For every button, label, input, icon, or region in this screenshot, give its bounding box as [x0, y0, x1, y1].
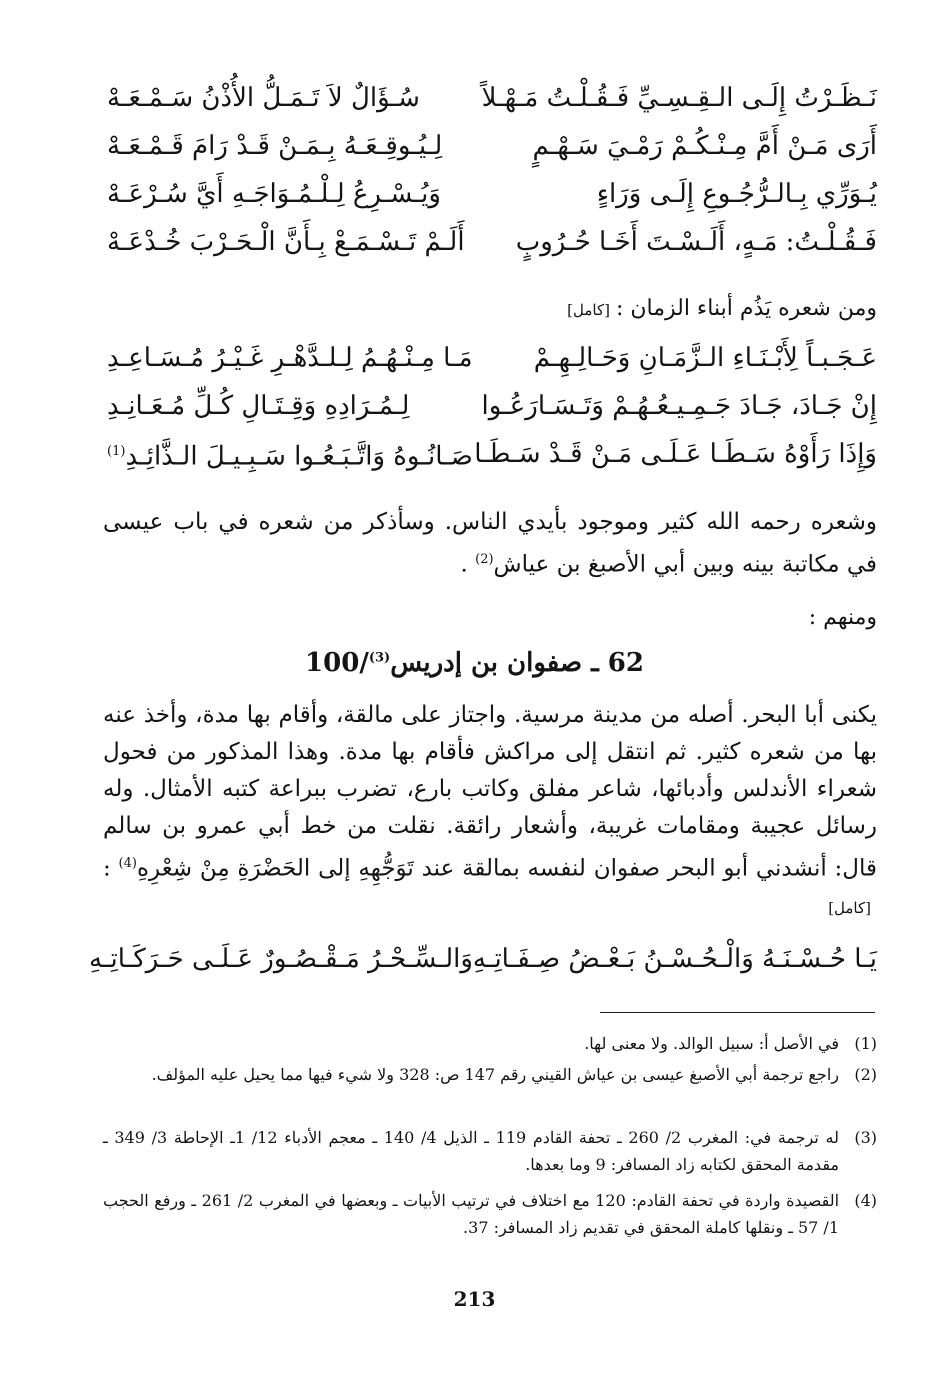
verse-left-hemistich	[107, 428, 473, 481]
verse-line	[107, 334, 877, 382]
verse-right-hemistich: نَـظَـرْتُ إِلَـى الـقِـسِـيِّ فَـقُـلْـتُ مَـهْـلاً	[481, 83, 877, 113]
verse-line	[107, 170, 877, 218]
poem-verses-1	[107, 74, 877, 266]
poem-verses-2	[107, 334, 877, 478]
verse-left-hemistich: وَالـسِّـحْـرُ مَـقْـصُـورٌ عَـلَـى حَـرَكَـاتِـهِ	[88, 944, 473, 974]
meter-label: [كامل]	[828, 898, 871, 917]
poem-intro-text: ومن شعره يَذُم أبناء الزمان :	[615, 296, 877, 321]
verse-right-hemistich: يَـا حُـسْـنَـهُ وَالْـحُـسْـنُ بَـعْـضُ صِـفَـاتِـهِ	[472, 944, 877, 974]
verse-right-hemistich: وَإِذَا رَأَوْهُ سَـطَـا عَـلَـى مَـنْ قَـدْ سَـطَـا	[474, 439, 877, 469]
poem-verses-3	[88, 935, 877, 983]
verse-right-hemistich: أَرَى مَـنْ أَمَّ مِـنْـكُـمْ رَمْـيَ سَـهْـمٍ	[532, 131, 877, 161]
footnote-number: (4)	[854, 1191, 877, 1210]
footnote	[103, 1061, 877, 1088]
entry-name: 62 ـ صفوان بن إدريس	[390, 648, 644, 678]
footnote-text: راجع ترجمة أبي الأصبغ عيسى بن عياش القيني رقم 147 ص: 328 ولا شيء فيها مما يحيل عليه المؤلف.	[151, 1065, 839, 1084]
footnote	[103, 1030, 877, 1057]
verse-line	[107, 122, 877, 170]
paragraph-text: وشعره رحمه الله كثير وموجود بأيدي الناس. وسأذكر من شعره في باب عيسى في مكاتبة بينه وبين أبي الأصبغ بن عياش	[103, 509, 877, 578]
paragraph-text-end: .	[460, 551, 476, 578]
footnote-ref: (2)	[475, 552, 494, 567]
verse-left-hemistich: لِـمُـرَادِهِ وَقِـتَـالِ كُـلِّ مُـعَـانِـدِ	[107, 391, 410, 421]
footnote-number: (1)	[854, 1034, 877, 1053]
verse-line	[107, 382, 877, 430]
verse-line	[107, 430, 877, 478]
verse-left-hemistich: أَلَـمْ تَـسْـمَـعْ بِـأَنَّ الْـحَـرْبَ خُـدْعَـهْ	[107, 227, 465, 257]
meter-label: [كامل]	[567, 301, 610, 319]
entry-title	[0, 648, 949, 678]
verse-line	[88, 935, 877, 983]
verse-left-hemistich: سُـؤَالٌ لاَ تَـمَـلُّ الأُذْنُ سَـمْـعَـهْ	[107, 83, 420, 113]
verse-line	[107, 74, 877, 122]
paragraph-text-end: :	[103, 855, 119, 882]
verse-left-hemistich: لِـيُـوقِـعَـهُ بِـمَـنْ قَـدْ رَامَ قَـمْـعَـهْ	[107, 131, 443, 161]
page-number: 213	[453, 1287, 496, 1311]
footnote	[103, 1187, 877, 1241]
verse-left-hemistich: مَـا مِـنْـهُـمُ لِـلـدَّهْـرِ غَـيْـرُ مُـسَـاعِـدِ	[107, 343, 473, 373]
verse-right-hemistich: إِنْ جَـادَ، جَـادَ جَـمِـيـعُـهُـمْ وَتَـسَـارَعُـوا	[481, 391, 877, 421]
paragraph-biography	[103, 697, 877, 927]
verse-left-hemistich: وَيُـسْـرِعُ لِـلْـمُـوَاجَـهِ أَيَّ سُـرْعَـهْ	[107, 179, 441, 209]
verse-right-hemistich: فَـقُـلْـتُ: مَـهٍ، أَلَـسْـتَ أَخَـا حُـرُوبٍ	[515, 227, 877, 257]
section-lead: ومنهم :	[808, 605, 877, 630]
footnote-text: في الأصل أ: سبيل الوالد. ولا معنى لها.	[584, 1034, 839, 1053]
footnote-number: (3)	[854, 1128, 877, 1147]
verse-right-hemistich: عَـجَـبـاً لِأَبْـنَـاءِ الـزَّمَـانِ وَحَـالِـهِـمْ	[533, 343, 877, 373]
footnote-ref: (3)	[368, 650, 391, 666]
footnote-text: له ترجمة في: المغرب 2/ 260 ـ تحفة القادم 119 ـ الذيل 4/ 140 ـ معجم الأدباء 12/ 1ـ الإحاطة 3/ 349 ـ مقدمة المحقق لكتابه زاد المسافر: 9 وما بعدها.	[103, 1128, 839, 1174]
footnote	[103, 1124, 877, 1178]
footnote-divider	[600, 1012, 875, 1013]
paragraph-text: يكنى أبا البحر. أصله من مدينة مرسية. واجتاز على مالقة، وأقام بها مدة، وأخذ عنه بها من شعره كثير. ثم انتقل إلى مراكش فأقام بها مدة. وهذا المذكور من فحول شعراء الأندلس وأدبائها، شاعر مفلق وكاتب بارع، تضرب ببراعة كتبه الأمثال. وله رسائل عجيبة ومقامات غريبة، وأشعار رائقة. نقلت من خط أبي عمرو بن سالم قال: أنشدني أبو البحر صفوان لنفسه بمالقة عند تَوَجُّهِهِ إلى الحَضْرَةِ مِنْ شِعْرِهِ	[103, 702, 878, 882]
poem-intro	[567, 296, 877, 321]
footnote-number: (2)	[854, 1065, 877, 1084]
entry-reference: /100	[305, 648, 369, 678]
paragraph-poetry-note	[103, 504, 877, 584]
footnote-ref: (4)	[118, 856, 137, 871]
footnote-text: القصيدة واردة في تحفة القادم: 120 مع اختلاف في ترتيب الأبيات ـ وبعضها في المغرب 2/ 261 ـ ورفع الحجب 1/ 57 ـ ونقلها كاملة المحقق في تقديم زاد المسافر: 37.	[103, 1191, 840, 1237]
verse-text: صَـانُـوهُ وَاتَّـبَـعُـوا سَـبِـيـلَ الـذَّائِـدِ	[125, 441, 473, 472]
verse-right-hemistich: يُـوَرِّي بِـالـرُّجُـوعِ إِلَـى وَرَاءٍ	[596, 179, 877, 209]
verse-line	[107, 218, 877, 266]
footnote-ref: (1)	[107, 443, 126, 459]
